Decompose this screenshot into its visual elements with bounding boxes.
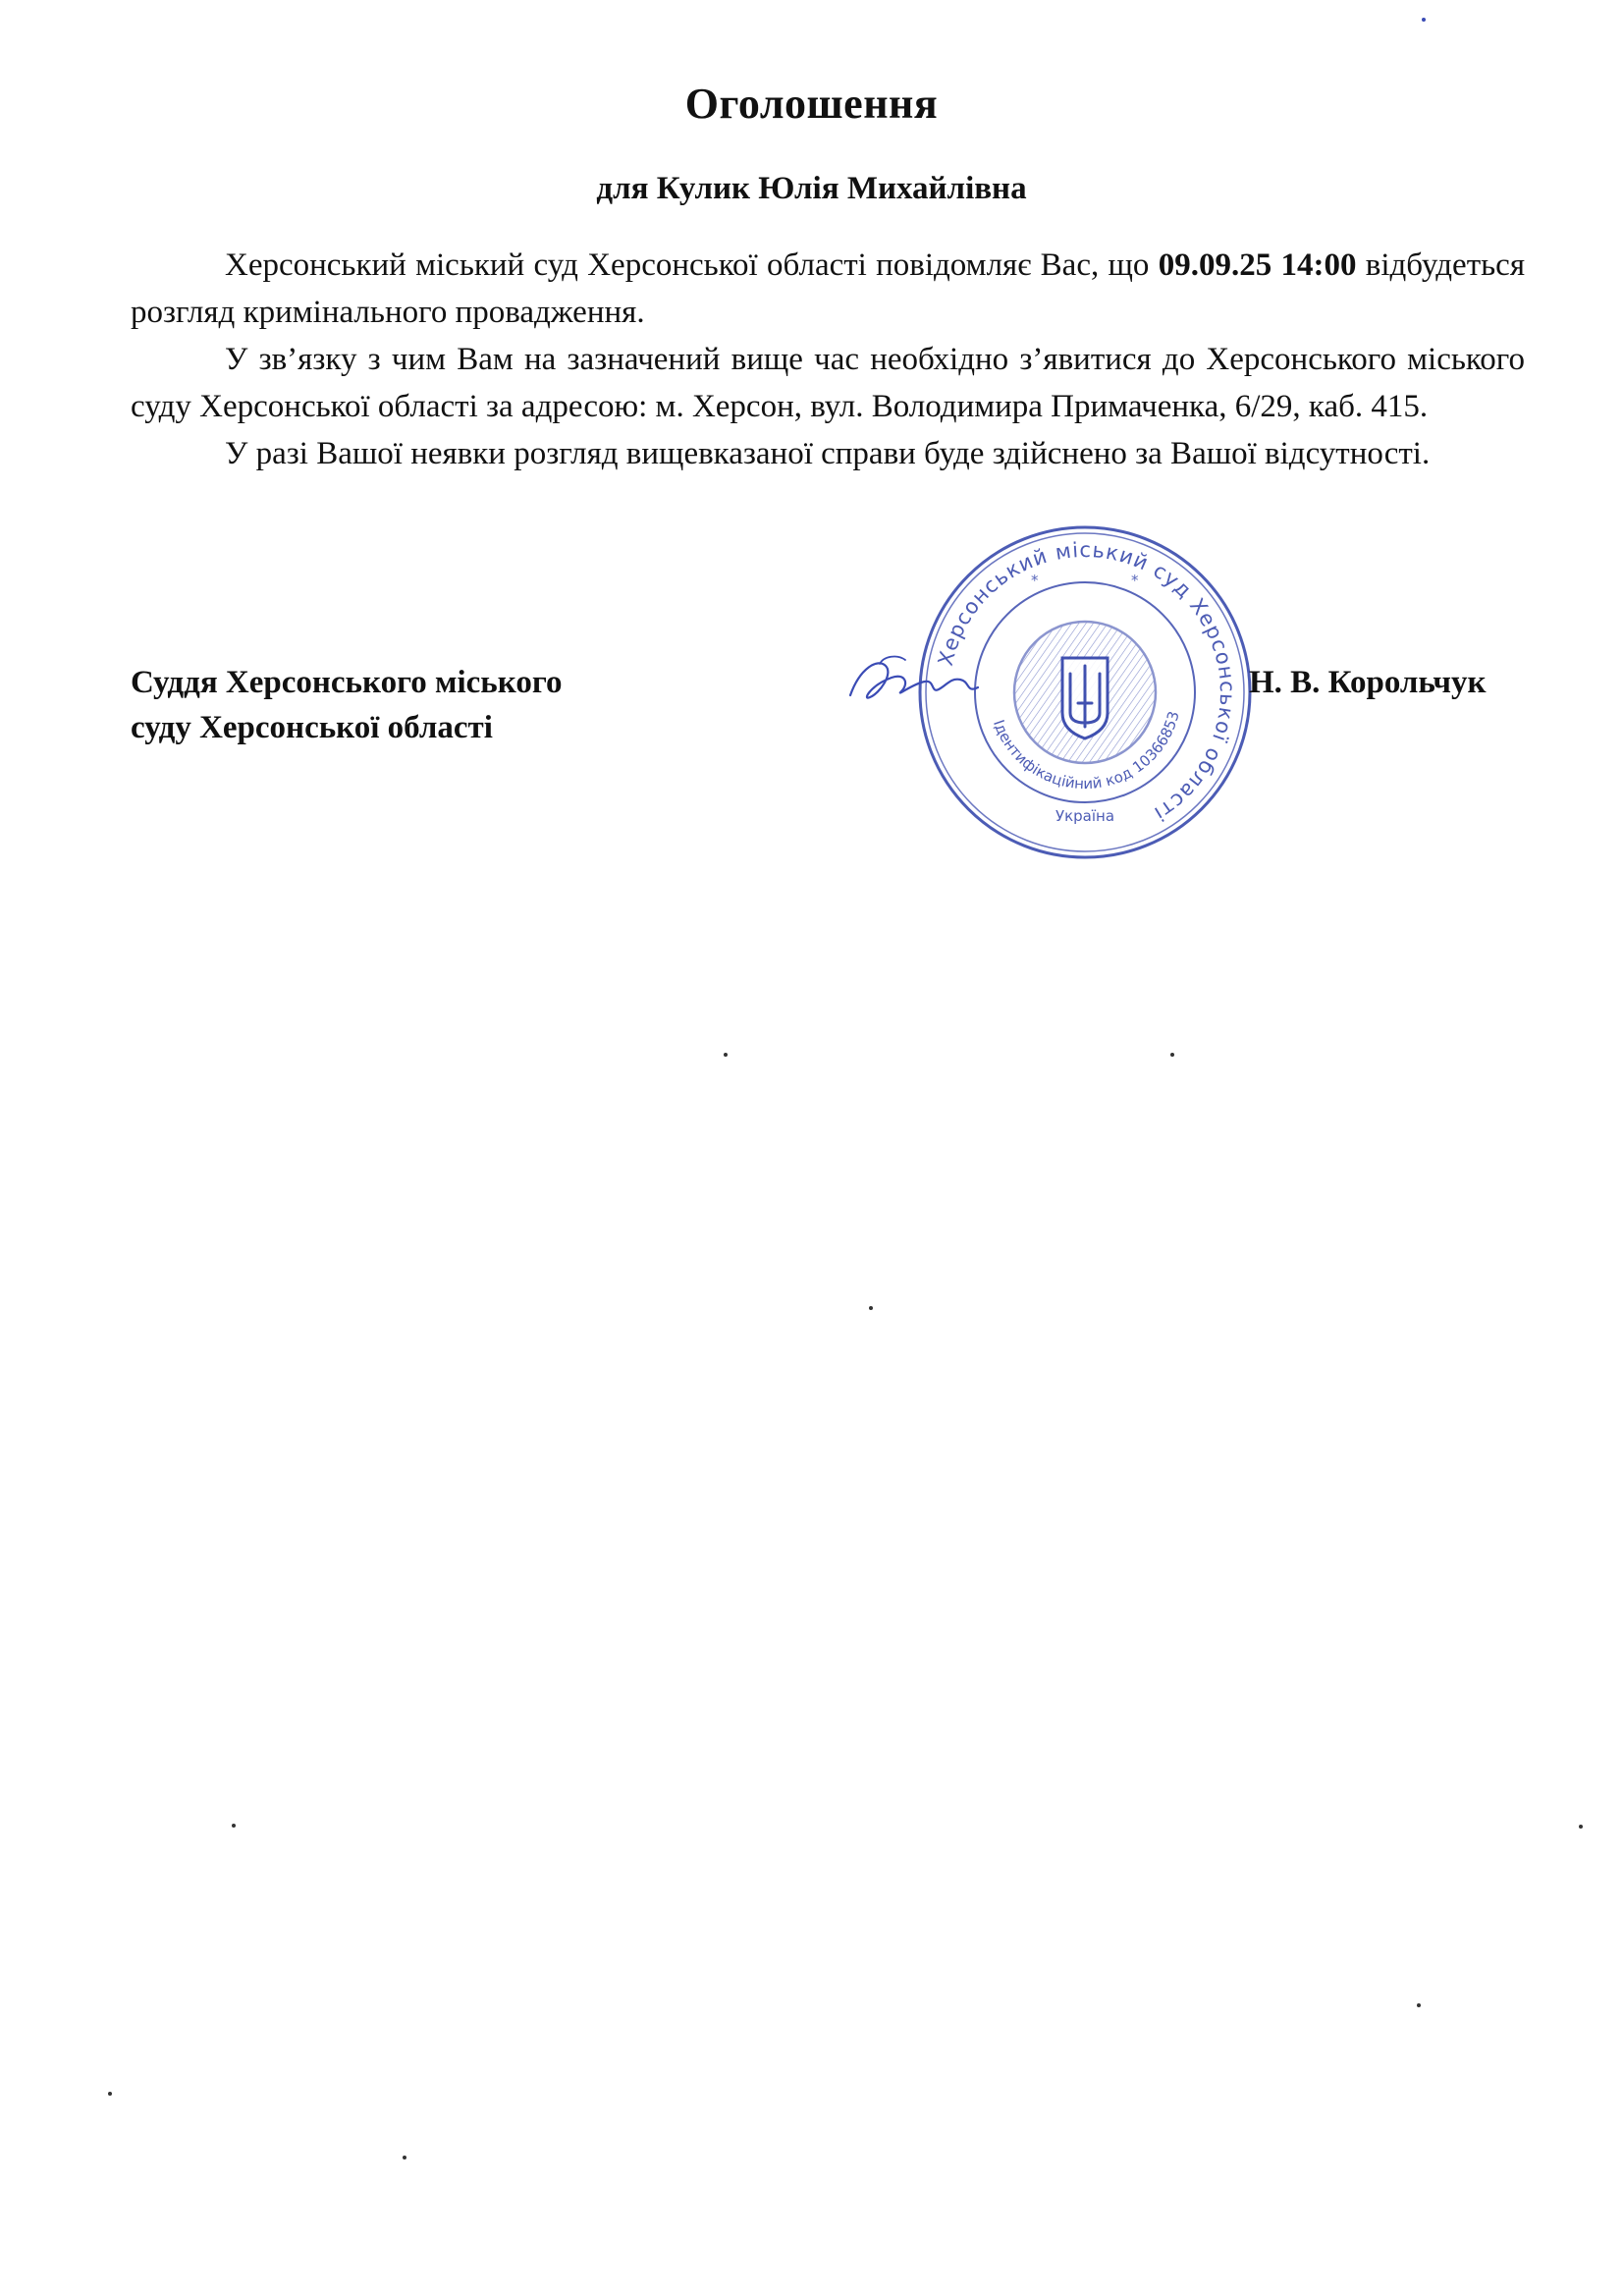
judge-position-line1: Суддя Херсонського міського bbox=[131, 665, 563, 700]
document-body bbox=[131, 242, 1525, 477]
scan-speck bbox=[232, 1824, 236, 1828]
scan-speck bbox=[1170, 1053, 1174, 1057]
seal-outer-text: Херсонський міський суд Херсонської області bbox=[933, 537, 1240, 827]
recipient-line: для Кулик Юлія Михайлівна bbox=[596, 171, 1027, 206]
hearing-datetime: 09.09.25 14:00 bbox=[1158, 247, 1357, 283]
scan-speck bbox=[403, 2156, 406, 2159]
judge-name: Н. В. Корольчук bbox=[1249, 665, 1487, 700]
scan-speck bbox=[869, 1306, 873, 1310]
scan-speck bbox=[1579, 1825, 1583, 1829]
svg-text:*: * bbox=[1131, 572, 1139, 589]
judge-position-line2: суду Херсонської області bbox=[131, 710, 493, 745]
paragraph-hearing-notice bbox=[131, 242, 1525, 336]
scan-speck bbox=[724, 1053, 728, 1057]
paragraph-appearance-address: У зв’язку з чим Вам на зазначений вище час необхідно з’явитися до Херсонського міського суду Херсонської області за адресою: м. Херсон, вул. Володимира Примаченка, 6/29, каб. 415. bbox=[131, 342, 1525, 424]
hearing-text-after: відбудеться розгляд кримінального провадження. bbox=[131, 247, 1525, 330]
svg-text:*: * bbox=[1031, 572, 1039, 589]
judge-position bbox=[131, 660, 720, 750]
judge-signature bbox=[840, 638, 998, 727]
seal-inner-text: Ідентифікаційний код 10366853 bbox=[989, 709, 1183, 793]
hearing-text-before: Херсонський міський суд Херсонської області повідомляє Вас, що bbox=[225, 247, 1159, 283]
trident-icon bbox=[1062, 658, 1108, 738]
scan-speck bbox=[1422, 18, 1426, 22]
scan-speck bbox=[108, 2092, 112, 2096]
document-title: Оголошення bbox=[684, 80, 939, 128]
scan-speck bbox=[1417, 2003, 1421, 2007]
paragraph-absence-consequence: У разі Вашої неявки розгляд вищевказаної справи буде здійснено за Вашої відсутності. bbox=[225, 436, 1431, 471]
seal-country-text: Україна bbox=[1055, 807, 1115, 825]
